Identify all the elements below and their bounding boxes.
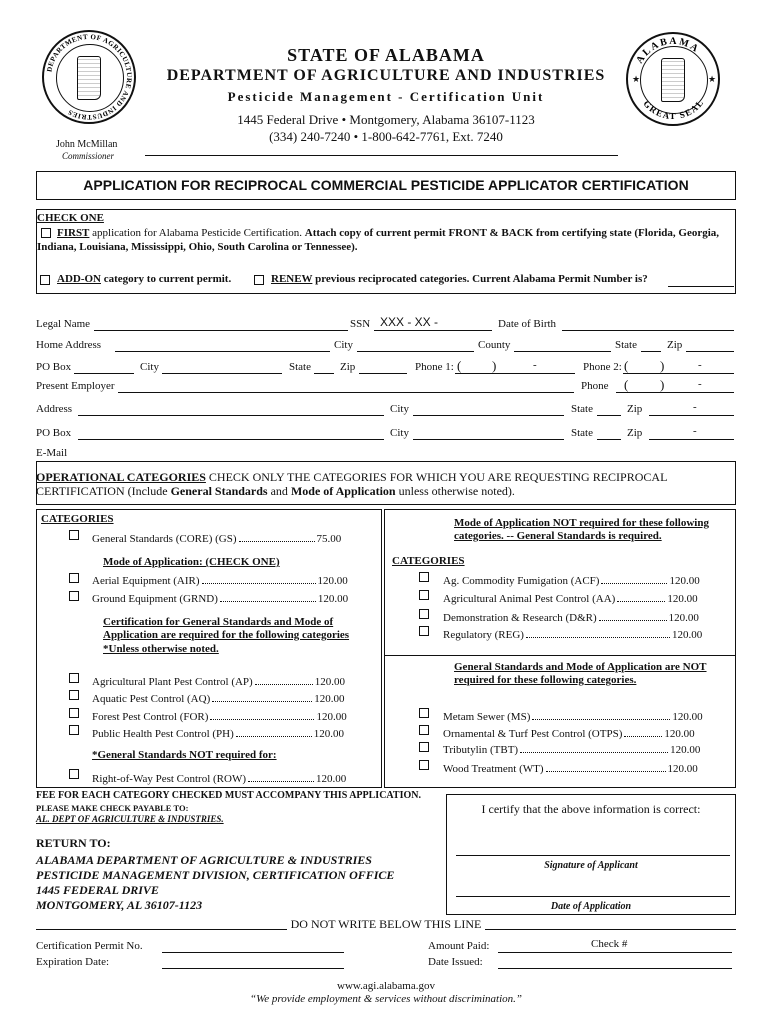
emp-po-city-field[interactable] — [413, 427, 564, 440]
header-address: 1445 Federal Drive • Montgomery, Alabama 36107-1123 — [237, 112, 535, 127]
po-city-label: City — [140, 361, 159, 373]
grnd-checkbox[interactable] — [69, 591, 79, 601]
grnd-item: Ground Equipment (GRND) 120.00 — [92, 593, 349, 605]
home-city-label: City — [334, 339, 353, 351]
po-box-field[interactable] — [74, 361, 134, 374]
phone1-dash: - — [533, 359, 537, 371]
unless-note: *Unless otherwise noted. — [103, 643, 219, 655]
emp-po-zip-dash: - — [693, 425, 697, 437]
tbt-checkbox[interactable] — [419, 742, 429, 752]
ap-item: Agricultural Plant Pest Control (AP) 120.00 — [92, 676, 345, 688]
check-one-heading: CHECK ONE — [37, 212, 104, 224]
email-field[interactable] — [70, 447, 734, 459]
po-zip-label: Zip — [340, 361, 356, 373]
star-icon: ★ — [708, 74, 717, 84]
renew-checkbox[interactable] — [254, 275, 264, 285]
permit-number-field[interactable] — [668, 274, 734, 287]
email-label: E-Mail — [36, 447, 68, 459]
svg-text:DEPARTMENT OF AGRICULTURE AND: DEPARTMENT OF AGRICULTURE AND INDUSTRIES — [45, 32, 134, 122]
wt-item: Wood Treatment (WT) 120.00 — [443, 763, 698, 775]
moa-not-note: Mode of Application NOT required for these following categories. -- General Standards is required. — [454, 517, 709, 542]
emp-po-state-field[interactable] — [597, 427, 621, 440]
employer-phone-field[interactable] — [616, 380, 734, 393]
row-checkbox[interactable] — [69, 769, 79, 779]
ms-checkbox[interactable] — [419, 708, 429, 718]
ph-item: Public Health Pest Control (PH) 120.00 — [92, 728, 345, 740]
po-state-field[interactable] — [314, 361, 334, 374]
county-field[interactable] — [514, 339, 611, 352]
motto: “We provide employment & services without discrimination.” — [249, 993, 523, 1005]
otps-item: Ornamental & Turf Pest Control (OTPS) 120.00 — [443, 728, 695, 740]
aq-item: Aquatic Pest Control (AQ) 120.00 — [92, 693, 345, 705]
check-number-label: Check # — [591, 938, 628, 950]
aa-item: Agricultural Animal Pest Control (AA) 120.00 — [443, 593, 698, 605]
dob-field[interactable] — [562, 318, 734, 331]
legal-name-field[interactable] — [94, 318, 348, 331]
ssn-value: XXX - XX - — [380, 315, 439, 329]
core-item: General Standards (CORE) (GS) 75.00 — [92, 533, 342, 545]
ssn-label: SSN — [350, 318, 371, 330]
core-checkbox[interactable] — [69, 530, 79, 540]
county-label: County — [478, 339, 511, 351]
wt-checkbox[interactable] — [419, 760, 429, 770]
home-city-field[interactable] — [357, 339, 474, 352]
signature-line[interactable] — [456, 855, 730, 856]
renew-option: RENEW previous reciprocated categories. Current Alabama Permit Number is? — [271, 273, 648, 285]
tbt-item: Tributylin (TBT) 120.00 — [443, 744, 701, 756]
emp-po-zip-label: Zip — [627, 427, 643, 439]
legal-name-label: Legal Name — [36, 318, 91, 330]
signature-label: Signature of Applicant — [544, 860, 638, 871]
employer-phone-label: Phone — [581, 380, 609, 392]
emp-po-city-label: City — [390, 427, 409, 439]
home-state-label: State — [615, 339, 637, 351]
emp-po-field[interactable] — [78, 427, 384, 440]
phone1-field[interactable] — [455, 361, 575, 374]
emp-city-label: City — [390, 403, 409, 415]
phone1-paren-open: ( — [457, 358, 462, 373]
phone2-dash: - — [698, 359, 702, 371]
return-line-3: 1445 FEDERAL DRIVE — [36, 883, 159, 897]
addon-checkbox[interactable] — [40, 275, 50, 285]
emp-address-field[interactable] — [78, 403, 384, 416]
emp-zip-label: Zip — [627, 403, 643, 415]
emp-state-field[interactable] — [597, 403, 621, 416]
phone2-paren-close: ) — [660, 358, 665, 373]
star-icon: ★ — [632, 74, 641, 84]
emp-city-field[interactable] — [413, 403, 564, 416]
header-rule — [145, 155, 618, 156]
gs-not-note: *General Standards NOT required for: — [92, 749, 277, 761]
otps-checkbox[interactable] — [419, 725, 429, 735]
svg-text:ALABAMA: ALABAMA — [634, 35, 702, 66]
phone1-paren-close: ) — [492, 358, 497, 373]
moa-heading: Mode of Application: (CHECK ONE) — [103, 556, 280, 568]
home-state-field[interactable] — [641, 339, 661, 352]
return-line-2: PESTICIDE MANAGEMENT DIVISION, CERTIFICATION OFFICE — [36, 868, 395, 882]
acf-checkbox[interactable] — [419, 572, 429, 582]
row-item: Right-of-Way Pest Control (ROW) 120.00 — [92, 773, 347, 785]
do-not-write-note: DO NOT WRITE BELOW THIS LINE — [36, 917, 736, 932]
date-line[interactable] — [456, 896, 730, 897]
expiration-field[interactable] — [162, 956, 344, 969]
first-option-text: FIRST application for Alabama Pesticide Certification. Attach copy of current permit FRONT & BACK from certifying state (Florida, Georgia, Indiana, Louisiana, Mississippi, Ohio, South Carolina or Tennessee). — [37, 227, 720, 253]
reg-checkbox[interactable] — [419, 626, 429, 636]
home-zip-label: Zip — [667, 339, 683, 351]
home-address-field[interactable] — [115, 339, 330, 352]
right-categories-heading: CATEGORIES — [392, 555, 465, 567]
emp-zip-dash: - — [693, 401, 697, 413]
certify-text: I certify that the above information is correct: — [481, 802, 701, 816]
date-label: Date of Application — [550, 901, 632, 912]
for-item: Forest Pest Control (FOR) 120.00 — [92, 711, 347, 723]
phone2-label: Phone 2: — [583, 361, 622, 373]
svg-text:GREAT SEAL: GREAT SEAL — [641, 96, 707, 122]
emp-po-zip-field[interactable] — [649, 427, 734, 440]
reg-item: Regulatory (REG) 120.00 — [443, 629, 703, 641]
for-checkbox[interactable] — [69, 708, 79, 718]
return-to-heading: RETURN TO: — [36, 836, 111, 850]
emp-address-label: Address — [36, 403, 73, 415]
right-panel-divider — [384, 655, 736, 656]
aa-checkbox[interactable] — [419, 590, 429, 600]
po-state-label: State — [289, 361, 311, 373]
fee-note: FEE FOR EACH CATEGORY CHECKED MUST ACCOMPANY THIS APPLICATION. — [36, 790, 421, 801]
left-categories-heading: CATEGORIES — [41, 513, 114, 525]
employer-paren-close: ) — [660, 377, 665, 392]
ph-checkbox[interactable] — [69, 725, 79, 735]
amount-paid-label: Amount Paid: — [428, 940, 490, 952]
po-city-field[interactable] — [162, 361, 282, 374]
expiration-label: Expiration Date: — [36, 956, 110, 968]
phone2-field[interactable] — [623, 361, 734, 374]
header-phones: (334) 240-7240 • 1-800-642-7761, Ext. 7240 — [269, 129, 503, 144]
air-item: Aerial Equipment (AIR) 120.00 — [92, 575, 348, 587]
po-box-label: PO Box — [36, 361, 72, 373]
phone2-paren-open: ( — [624, 358, 629, 373]
website[interactable]: www.agi.alabama.gov — [337, 980, 435, 992]
emp-po-state-label: State — [571, 427, 593, 439]
commissioner-name: John McMillan — [56, 139, 118, 150]
home-address-label: Home Address — [36, 339, 102, 351]
emp-state-label: State — [571, 403, 593, 415]
home-zip-field[interactable] — [686, 339, 734, 352]
employer-label: Present Employer — [36, 380, 115, 392]
form-title: APPLICATION FOR RECIPROCAL COMMERCIAL PESTICIDE APPLICATOR CERTIFICATION — [83, 177, 689, 193]
emp-po-label: PO Box — [36, 427, 72, 439]
dr-item: Demonstration & Research (D&R) 120.00 — [443, 612, 699, 624]
gs-moa-not-note: General Standards and Mode of Application are NOT required for these following categories. — [454, 661, 707, 686]
phone1-label: Phone 1: — [415, 361, 454, 373]
emp-zip-field[interactable] — [649, 403, 734, 416]
return-line-4: MONTGOMERY, AL 36107-1123 — [36, 898, 203, 912]
state-title: STATE OF ALABAMA — [287, 45, 485, 65]
great-seal — [626, 32, 720, 126]
employer-paren-open: ( — [624, 377, 629, 392]
title-box — [36, 171, 736, 200]
date-issued-field[interactable] — [498, 956, 732, 969]
cert-permit-field[interactable] — [162, 940, 344, 953]
payee: AL. DEPT OF AGRICULTURE & INDUSTRIES. — [36, 814, 224, 824]
aq-checkbox[interactable] — [69, 690, 79, 700]
unit-title: Pesticide Management - Certification Unit — [227, 89, 545, 104]
department-title: DEPARTMENT OF AGRICULTURE AND INDUSTRIES — [166, 67, 606, 84]
date-issued-label: Date Issued: — [428, 956, 483, 968]
air-checkbox[interactable] — [69, 573, 79, 583]
ap-checkbox[interactable] — [69, 673, 79, 683]
return-line-1: ALABAMA DEPARTMENT OF AGRICULTURE & INDUSTRIES — [36, 853, 372, 867]
cert-permit-label: Certification Permit No. — [36, 940, 143, 952]
dr-checkbox[interactable] — [419, 609, 429, 619]
operational-text: OPERATIONAL CATEGORIES CHECK ONLY THE CATEGORIES FOR WHICH YOU ARE REQUESTING RECIPROCAL CERTIFICATION (Include General Standards and Mode of Application unless otherwise noted). — [36, 470, 667, 498]
acf-item: Ag. Commodity Fumigation (ACF) 120.00 — [443, 575, 700, 587]
payable-note: PLEASE MAKE CHECK PAYABLE TO: — [36, 803, 189, 813]
addon-option: ADD-ON category to current permit. — [57, 273, 232, 285]
employer-phone-dash: - — [698, 378, 702, 390]
dob-label: Date of Birth — [498, 318, 557, 330]
department-seal — [42, 30, 136, 124]
employer-field[interactable] — [118, 380, 574, 393]
po-zip-field[interactable] — [359, 361, 407, 374]
commissioner-title: Commissioner — [62, 151, 115, 161]
ms-item: Metam Sewer (MS) 120.00 — [443, 711, 703, 723]
cert-note: Certification for General Standards and Mode of Application are required for the following categories — [103, 616, 350, 641]
